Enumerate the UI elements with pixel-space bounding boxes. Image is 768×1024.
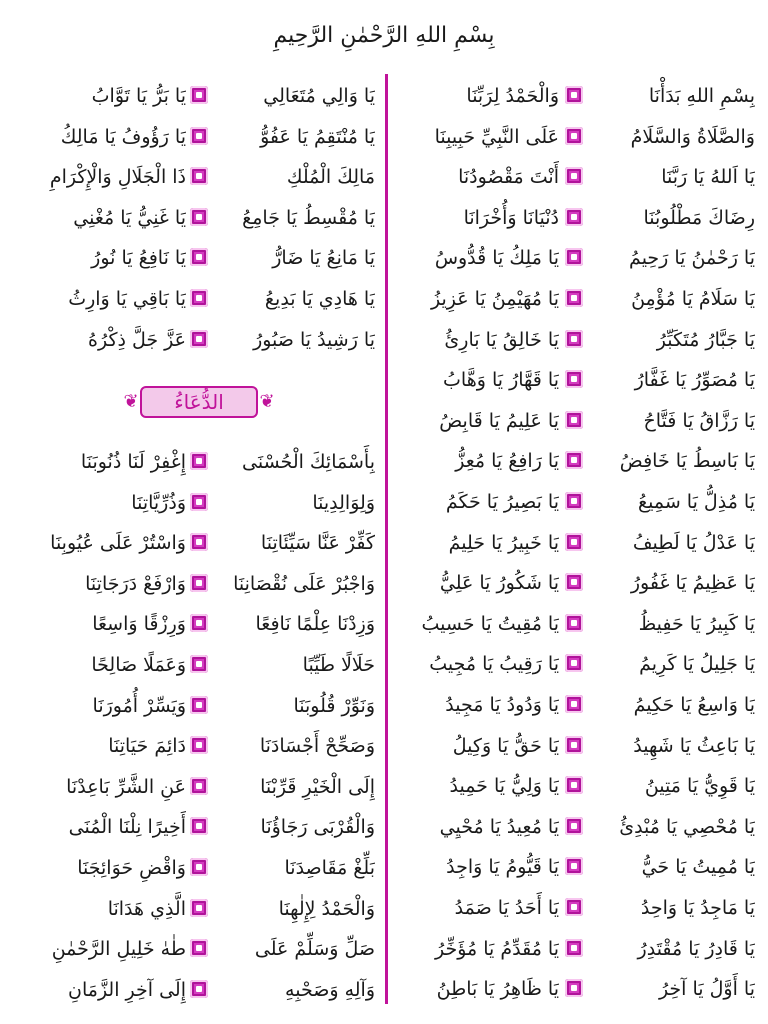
verse-first-half: وَالْقُرْبَى رَجَاؤُنَا [260, 816, 375, 839]
ornament-icon [565, 289, 583, 307]
verse-first-half: وَصَحِّحْ أَجْسَادَنَا [259, 735, 375, 758]
verse-second-half: وَعَمَلًا صَالِحًا [91, 654, 186, 676]
verse-first-half: بَلِّغْ مَقَاصِدَنَا [284, 857, 375, 879]
verse-second-half: الَّذِي هَدَانَا [107, 897, 186, 920]
dua-heading [122, 382, 276, 422]
verse-first-half: يَا وَاسِعُ يَا حَكِيمُ [633, 694, 755, 716]
verse-row [30, 483, 380, 523]
verse-first-half: يَا اَللهُ يَا رَبَّنَا [661, 166, 755, 189]
verse-second-half: عَزَّ جَلَّ ذِكْرُهُ [88, 328, 186, 351]
verse-row [395, 929, 760, 969]
ornament-icon [190, 939, 208, 957]
verse-second-half: دَائِمَ حَيَاتِنَا [108, 735, 186, 758]
verse-second-half: يَا ظَاهِرُ يَا بَاطِنُ [436, 978, 559, 1001]
ornament-icon [190, 208, 208, 226]
verse-second-half: يَا نَافِعُ يَا نُورُ [91, 247, 186, 270]
verse-first-half: يَا سَلَامُ يَا مُؤْمِنُ [631, 288, 755, 310]
ornament-icon [190, 533, 208, 551]
ornament-icon [565, 776, 583, 794]
verse-first-half: يَا أَوَّلُ يَا آخِرُ [658, 978, 755, 1001]
verse-row [395, 807, 760, 847]
verse-second-half: يَا خَالِقُ يَا بَارِئُ [444, 328, 559, 351]
verse-row [30, 929, 380, 969]
verse-row [395, 157, 760, 197]
verse-row [395, 604, 760, 644]
verse-second-half: يَا رَافِعُ يَا مُعِزُّ [455, 450, 559, 473]
dua-title: الدُّعَاءُ [174, 390, 224, 414]
ornament-icon [565, 898, 583, 916]
verse-second-half: وَيَسِّرْ أُمُورَنَا [92, 694, 186, 717]
verse-first-half: يَا كَبِيرُ يَا حَفِيظُ [638, 612, 755, 635]
verse-second-half: إِلَى آخِرِ الزَّمَانِ [68, 978, 186, 1001]
verse-row [30, 523, 380, 563]
verse-first-half: يَا عَظِيمُ يَا غَفُورُ [630, 572, 755, 595]
verse-first-half: يَا قَادِرُ يَا مُقْتَدِرُ [637, 937, 755, 960]
verse-first-half: مَالِكَ الْمُلْكِ [286, 166, 375, 189]
verse-first-half: وَالصَّلَاةُ وَالسَّلَامُ [630, 125, 755, 148]
verse-row [395, 320, 760, 360]
verse-row [30, 157, 380, 197]
verse-second-half: وَالْحَمْدُ لِرَبِّنَا [466, 85, 559, 107]
verse-row [395, 198, 760, 238]
verse-first-half: يَا بَاسِطُ يَا خَافِضُ [619, 450, 755, 473]
verse-first-half: يَا مُصَوِّرُ يَا غَفَّارُ [634, 369, 755, 392]
verse-first-half: يَا مُمِيتُ يَا حَيُّ [641, 856, 755, 879]
verse-first-half: كَفِّرْ عَنَّا سَيِّئَاتِنَا [260, 532, 375, 555]
verse-second-half: يَا رَقِيبُ يَا مُجِيبُ [429, 653, 559, 676]
verse-row [30, 767, 380, 807]
verse-second-half: وَاسْتُرْ عَلَى عُيُوبِنَا [50, 532, 186, 555]
ornament-icon [565, 411, 583, 429]
verse-second-half: يَا رَؤُوفُ يَا مَالِكُ [60, 125, 186, 148]
ornament-icon [565, 654, 583, 672]
verse-row [30, 889, 380, 929]
verse-row [30, 604, 380, 644]
verse-row [30, 726, 380, 766]
ornament-icon [565, 86, 583, 104]
verse-second-half: يَا وَلِيُّ يَا حَمِيدُ [449, 775, 559, 798]
flourish-icon: ❦ [259, 391, 275, 412]
verse-row [30, 198, 380, 238]
verse-first-half: بِسْمِ اللهِ بَدَأْنَا [648, 85, 755, 107]
verse-second-half: يَا شَكُورُ يَا عَلِيُّ [439, 572, 559, 595]
verse-first-half: يَا هَادِي يَا بَدِيعُ [264, 288, 375, 310]
verse-first-half: بِأَسْمَائِكَ الْحُسْنَى [242, 451, 375, 473]
verse-first-half: إِلَى الْخَيْرِ قَرِّبْنَا [260, 775, 375, 798]
verse-row [395, 847, 760, 887]
verse-first-half: يَا رَحْمٰنُ يَا رَحِيمُ [629, 247, 755, 270]
verse-first-half: يَا مَانِعُ يَا ضَارُّ [272, 247, 375, 270]
verse-first-half: يَا مَاجِدُ يَا وَاحِدُ [640, 897, 755, 919]
ornament-icon [565, 857, 583, 875]
header [0, 14, 768, 58]
verse-second-half: عَنِ الشَّرِّ بَاعِدْنَا [66, 775, 186, 798]
verse-second-half: وَاقْضِ حَوَائِجَنَا [77, 857, 186, 879]
ornament-icon [190, 858, 208, 876]
verse-second-half: أَخِيرًا نِلْنَا الْمُنَى [68, 816, 186, 839]
verse-second-half: طٰهٰ خَلِيلِ الرَّحْمٰنِ [51, 938, 186, 961]
verse-first-half: يَا مُحْصِي يَا مُبْدِئُ [619, 815, 755, 838]
verse-second-half: وَارْفَعْ دَرَجَاتِنَا [85, 572, 186, 595]
ornament-icon [565, 979, 583, 997]
ornament-icon [190, 899, 208, 917]
verse-second-half: يَا مُعِيدُ يَا مُحْيِي [439, 815, 559, 838]
ornament-icon [565, 533, 583, 551]
verse-second-half: يَا حَقُّ يَا وَكِيلُ [452, 734, 559, 757]
ornament-icon [190, 614, 208, 632]
verse-first-half: يَا عَدْلُ يَا لَطِيفُ [632, 531, 755, 554]
ornament-icon [190, 493, 208, 511]
verse-row [395, 969, 760, 1009]
verse-row [30, 686, 380, 726]
verse-row [30, 442, 380, 482]
verse-second-half: يَا مُهَيْمِنُ يَا عَزِيزُ [431, 288, 559, 310]
verse-row [30, 76, 380, 116]
verse-row [395, 888, 760, 928]
ornament-icon [190, 127, 208, 145]
verse-second-half: يَا وَدُودُ يَا مَجِيدُ [445, 694, 559, 716]
ornament-icon [565, 330, 583, 348]
verse-first-half: يَا مُقْسِطُ يَا جَامِعُ [242, 206, 375, 229]
verse-second-half: عَلَى النَّبِيِّ حَبِيبِنَا [434, 125, 559, 148]
verse-first-half: وَلِوَالِدِينَا [312, 491, 375, 514]
verse-first-half: يَا بَاعِثُ يَا شَهِيدُ [633, 734, 755, 757]
verse-second-half: يَا بَرُّ يَا تَوَّابُ [91, 85, 186, 107]
verse-first-half: يَا جَبَّارُ مُتَكَبِّرُ [656, 328, 755, 351]
ornament-icon [565, 817, 583, 835]
verse-second-half: إِغْفِرْ لَنَا ذُنُوبَنَا [80, 451, 186, 473]
verse-row [395, 766, 760, 806]
verse-second-half: يَا خَبِيرُ يَا حَلِيمُ [448, 531, 559, 554]
ornament-icon [565, 614, 583, 632]
ornament-icon [190, 817, 208, 835]
ornament-icon [565, 736, 583, 754]
ornament-icon [565, 451, 583, 469]
ornament-icon [190, 86, 208, 104]
verse-row [395, 76, 760, 116]
verse-second-half: يَا قَيُّومُ يَا وَاجِدُ [446, 856, 559, 879]
verse-second-half: يَا عَلِيمُ يَا قَابِضُ [439, 409, 559, 432]
ornament-icon [565, 167, 583, 185]
verse-second-half: يَا مُقَدِّمُ يَا مُؤَخِّرُ [434, 937, 559, 960]
ornament-icon [190, 980, 208, 998]
ornament-icon [565, 492, 583, 510]
verse-first-half: يَا رَزَّاقُ يَا فَتَّاحُ [643, 409, 755, 432]
ornament-icon [190, 736, 208, 754]
verse-row [30, 238, 380, 278]
verse-first-half: وَالْحَمْدُ لِإِلٰهِنَا [278, 897, 375, 920]
ornament-icon [565, 695, 583, 713]
verse-second-half: وَذُرِّيَّاتِنَا [131, 491, 186, 514]
column-divider [385, 74, 388, 1004]
verse-first-half: يَا مُنْتَقِمُ يَا عَفُوُّ [260, 125, 375, 148]
verse-first-half: حَلَالًا طَيِّبًا [302, 654, 375, 676]
verse-row [395, 360, 760, 400]
verse-second-half: ذَا الْجَلَالِ وَالْإِكْرَامِ [49, 166, 186, 189]
verse-first-half: يَا وَالِي مُتَعَالِي [263, 85, 375, 107]
flourish-icon: ❦ [123, 391, 139, 412]
verse-second-half: يَا أَحَدُ يَا صَمَدُ [454, 897, 559, 919]
verse-row [30, 564, 380, 604]
ornament-icon [190, 777, 208, 795]
verse-row [30, 848, 380, 888]
verse-first-half: وَآلِهِ وَصَحْبِهِ [285, 978, 375, 1001]
verse-second-half: دُنْيَانَا وَأُخْرَانَا [463, 206, 559, 229]
ornament-icon [190, 574, 208, 592]
verse-first-half: وَنَوِّرْ قُلُوبَنَا [293, 694, 375, 717]
ornament-icon [190, 696, 208, 714]
ornament-icon [565, 127, 583, 145]
verse-second-half: وَرِزْقًا وَاسِعًا [92, 613, 186, 636]
ornament-icon [190, 248, 208, 266]
ornament-icon [190, 289, 208, 307]
ornament-icon [190, 452, 208, 470]
verse-row [395, 482, 760, 522]
ornament-icon [190, 655, 208, 673]
verse-row [30, 807, 380, 847]
verse-second-half: أَنْتَ مَقْصُودُنَا [458, 166, 559, 189]
verse-second-half: يَا قَهَّارُ يَا وَهَّابُ [443, 369, 559, 392]
verse-row [395, 644, 760, 684]
verse-row [395, 726, 760, 766]
verse-row [395, 563, 760, 603]
verse-first-half: وَزِدْنَا عِلْمًا نَافِعًا [255, 613, 375, 636]
ornament-icon [565, 248, 583, 266]
verse-row [395, 523, 760, 563]
ornament-icon [565, 939, 583, 957]
verse-first-half: يَا قَوِيُّ يَا مَتِينُ [644, 775, 755, 798]
verse-row [30, 117, 380, 157]
verse-row [395, 685, 760, 725]
verse-row [395, 117, 760, 157]
verse-row [395, 441, 760, 481]
verse-first-half: يَا رَشِيدُ يَا صَبُورُ [253, 328, 375, 351]
ornament-icon [565, 573, 583, 591]
verse-row [395, 401, 760, 441]
verse-row [30, 320, 380, 360]
verse-row [30, 970, 380, 1010]
ornament-icon [190, 330, 208, 348]
verse-first-half: وَاجْبُرْ عَلَى نُقْصَانِنَا [233, 572, 375, 595]
basmala: بِسْمِ اللهِ الرَّحْمٰنِ الرَّحِيمِ [273, 23, 495, 48]
verse-first-half: صَلِّ وَسَلِّمْ عَلَى [254, 938, 375, 961]
verse-second-half: يَا غَنِيُّ يَا مُغْنِي [73, 206, 186, 229]
verse-second-half: يَا مُقِيتُ يَا حَسِيبُ [421, 612, 559, 635]
verse-second-half: يَا مَلِكُ يَا قُدُّوسُ [434, 247, 559, 270]
verse-row [395, 238, 760, 278]
verse-second-half: يَا بَصِيرُ يَا حَكَمُ [445, 491, 559, 513]
verse-row [30, 279, 380, 319]
ornament-icon [565, 370, 583, 388]
verse-second-half: يَا بَاقِي يَا وَارِثُ [68, 288, 186, 310]
ornament-icon [565, 208, 583, 226]
verse-first-half: يَا جَلِيلُ يَا كَرِيمُ [639, 653, 755, 676]
verse-row [395, 279, 760, 319]
verse-first-half: رِضَاكَ مَطْلُوبُنَا [643, 206, 755, 229]
verse-row [30, 645, 380, 685]
ornament-icon [190, 167, 208, 185]
verse-first-half: يَا مُذِلُّ يَا سَمِيعُ [638, 491, 755, 513]
